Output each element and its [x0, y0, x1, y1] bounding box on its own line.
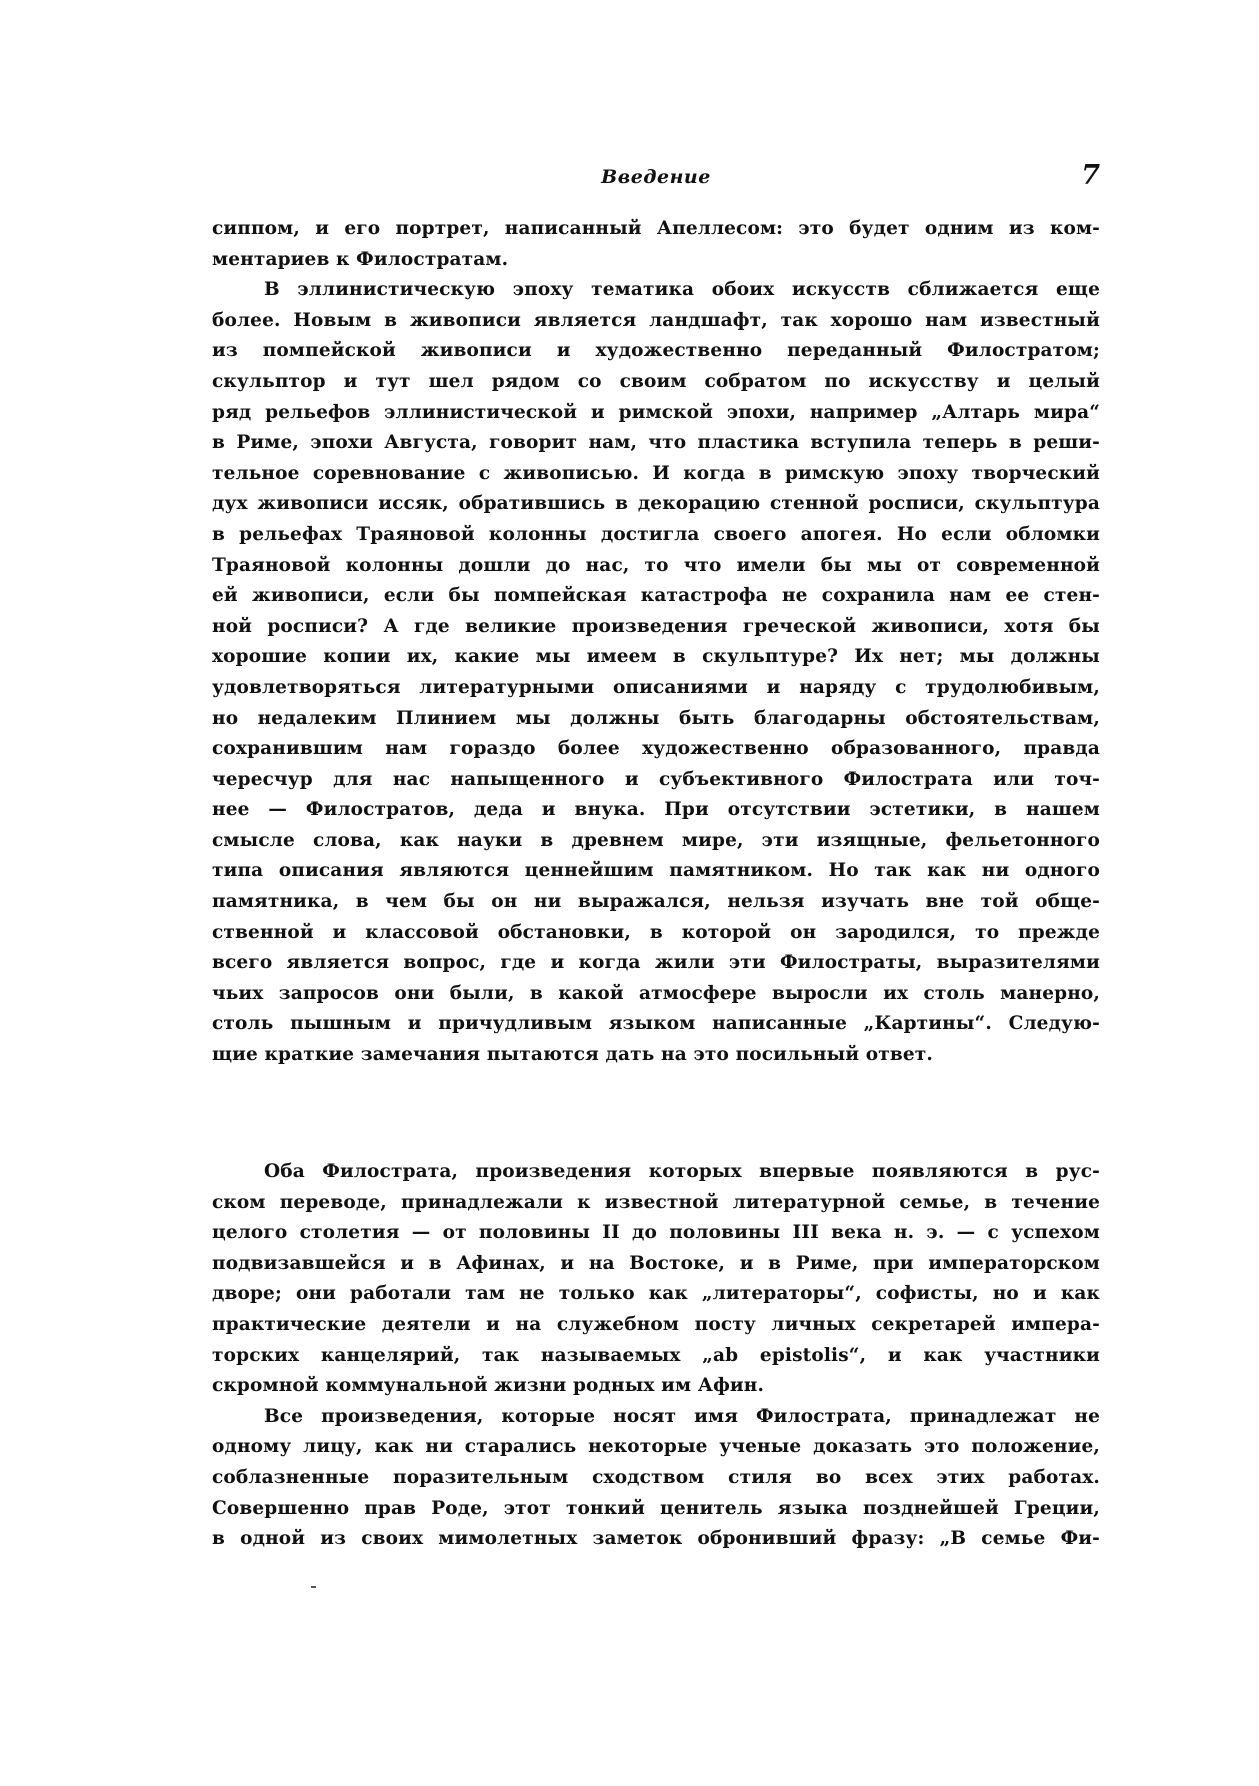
text-line: скромной коммунальной жизни родных им Афин. [212, 1375, 765, 1397]
text-line: ряд рельефов эллинистической и римской эпохи, например „Алтарь мира“ [212, 401, 1100, 423]
running-head [212, 160, 1100, 200]
text-line: Траяновой колонны дошли до нас, то что имели бы мы от современной [212, 554, 1100, 576]
text-line: в Риме, эпохи Августа, говорит нам, что пластика вступила теперь в реши- [212, 432, 1100, 454]
chapter-title: Введение [601, 166, 711, 188]
text-line: торских канцелярий, так называемых „ab epistolis“, и как участники [212, 1344, 1100, 1366]
text-line: столь пышным и причудливым языком написанные „Картины“. Следую- [212, 1013, 1100, 1035]
text-section-2 [212, 1157, 1100, 1555]
text-line: чересчур для нас напыщенного и субъективного Филострата или точ- [212, 768, 1100, 790]
text-line: скульптор и тут шел рядом со своим собратом по искусству и целый [212, 370, 1100, 392]
text-line: В эллинистическую эпоху тематика обоих искусств сближается еще [264, 279, 1100, 301]
scan-speck [311, 1586, 316, 1588]
text-line: в одной из своих мимолетных заметок обронивший фразу: „В семье Фи- [212, 1528, 1100, 1550]
text-line: сохранившим нам гораздо более художественно образованного, правда [212, 738, 1100, 760]
text-line: удовлетворяться литературными описаниями и наряду с трудолюбивым, [212, 676, 1100, 698]
text-line: более. Новым в живописи является ландшафт, так хорошо нам известный [212, 309, 1100, 331]
text-line: нее — Филостратов, деда и внука. При отсутствии эстетики, в нашем [212, 799, 1100, 821]
text-line: Все произведения, которые носят имя Филострата, принадлежат не [264, 1405, 1100, 1427]
text-line: соблазненные поразительным сходством стиля во всех этих работах. [212, 1466, 1100, 1488]
text-line: всего является вопрос, где и когда жили эти Филостраты, выразителями [212, 952, 1100, 974]
text-line: ском переводе, принадлежали к известной литературной семье, в течение [212, 1191, 1100, 1213]
text-line: чьих запросов они были, в какой атмосфере выросли их столь манерно, [212, 982, 1100, 1004]
text-line: целого столетия — от половины II до половины III века н. э. — с успехом [212, 1222, 1100, 1244]
text-line: тельное соревнование с живописью. И когда в римскую эпоху творческий [212, 462, 1100, 484]
text-line: смысле слова, как науки в древнем мире, эти изящные, фельетонного [212, 829, 1100, 851]
text-line: но недалеким Плинием мы должны быть благодарны обстоятельствам, [212, 707, 1100, 729]
text-section-1 [212, 214, 1100, 1071]
text-line: одному лицу, как ни старались некоторые ученые доказать это положение, [212, 1436, 1100, 1458]
text-line: хорошие копии их, какие мы имеем в скульптуре? Их нет; мы должны [212, 646, 1100, 668]
text-line: дворе; они работали там не только как „литераторы“, софисты, но и как [212, 1283, 1100, 1305]
text-line: Совершенно прав Роде, этот тонкий ценитель языка позднейшей Греции, [212, 1497, 1100, 1519]
text-line: памятника, в чем бы он ни выражался, нельзя изучать вне той обще- [212, 891, 1100, 913]
text-line: ментариев к Филостратам. [212, 248, 509, 270]
text-line: ной росписи? А где великие произведения греческой живописи, хотя бы [212, 615, 1100, 637]
text-line: сиппом, и его портрет, написанный Апеллесом: это будет одним из ком- [212, 218, 1100, 239]
text-line: подвизавшейся и в Афинах, и на Востоке, и в Риме, при императорском [212, 1252, 1100, 1274]
text-line: ей живописи, если бы помпейская катастрофа не сохранила нам ее стен- [212, 585, 1100, 607]
text-line: Оба Филострата, произведения которых впервые появляются в рус- [264, 1161, 1100, 1182]
text-line: в рельефах Траяновой колонны достигла своего апогея. Но если обломки [212, 523, 1100, 545]
text-line: дух живописи иссяк, обратившись в декорацию стенной росписи, скульптура [212, 493, 1100, 515]
text-line: практические деятели и на служебном посту личных секретарей импера- [212, 1313, 1100, 1335]
text-line: типа описания являются ценнейшим памятником. Но так как ни одного [212, 860, 1100, 882]
text-line: ственной и классовой обстановки, в которой он зародился, то прежде [212, 921, 1100, 943]
text-line: из помпейской живописи и художественно переданный Филостратом; [212, 340, 1100, 362]
text-line: щие краткие замечания пытаются дать на это посильный ответ. [212, 1044, 934, 1066]
page-number: 7 [1081, 160, 1100, 191]
